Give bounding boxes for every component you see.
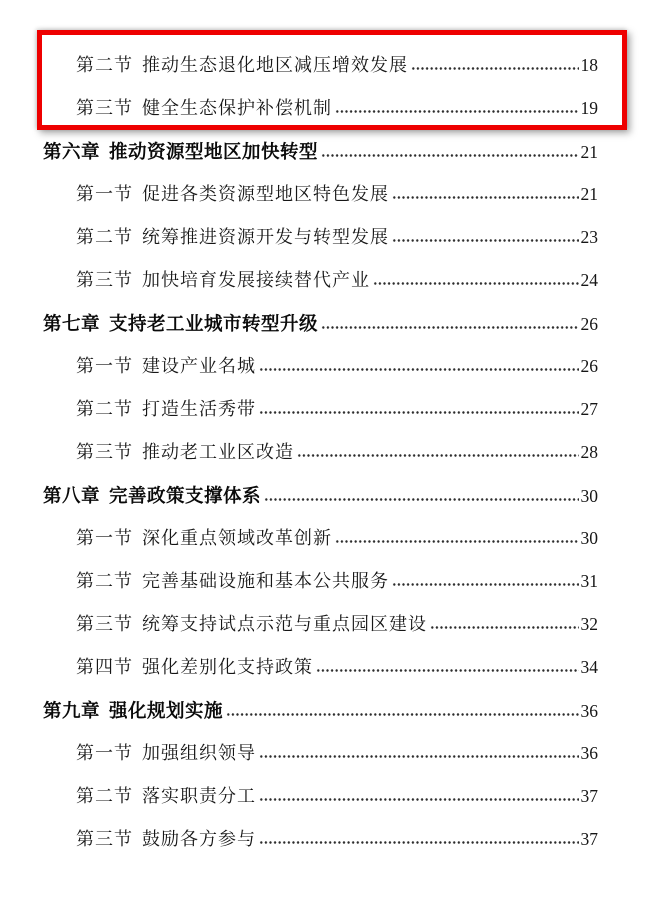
toc-entry-section (76, 775, 598, 818)
dot-leader-icon (411, 66, 579, 71)
toc-entry-section (76, 560, 598, 603)
toc-entry-number: 第三节 (76, 829, 133, 849)
toc-entry-number: 第二节 (76, 399, 133, 419)
toc-entry-section (76, 173, 598, 216)
toc-entry-number: 第二节 (76, 571, 133, 591)
toc-entry-page: 30 (580, 486, 598, 506)
toc-entry-number: 第九章 (43, 700, 101, 721)
toc-entry-title: 完善基础设施和基本公共服务 (142, 571, 389, 591)
toc-entry-title: 强化规划实施 (109, 700, 224, 721)
toc-entry-title: 强化差别化支持政策 (142, 657, 313, 677)
toc-entry-page: 32 (580, 614, 598, 634)
dot-leader-icon (259, 367, 579, 372)
toc-entry-number: 第三节 (76, 614, 133, 634)
toc-entry-number: 第三节 (76, 270, 133, 290)
toc-entry-chapter (43, 302, 598, 345)
toc-entry-number: 第一节 (76, 743, 133, 763)
toc-entry-section (76, 345, 598, 388)
toc-entry-title: 打造生活秀带 (142, 399, 256, 419)
dot-leader-icon (259, 797, 579, 802)
toc-entry-page: 27 (580, 399, 598, 419)
toc-entry-title: 完善政策支撑体系 (109, 485, 262, 506)
toc-entry-page: 36 (580, 743, 598, 763)
toc-entry-page: 21 (580, 184, 598, 204)
toc-entry-title: 统筹推进资源开发与转型发展 (142, 227, 389, 247)
dot-leader-icon (335, 109, 579, 114)
toc-entry-page: 37 (580, 786, 598, 806)
dot-leader-icon (259, 754, 579, 759)
dot-leader-icon (259, 410, 579, 415)
toc-entry-page: 30 (580, 528, 598, 548)
toc-entry-number: 第三节 (76, 98, 133, 118)
toc-entry-title: 建设产业名城 (142, 356, 256, 376)
dot-leader-icon (392, 582, 579, 587)
toc-entry-page: 23 (580, 227, 598, 247)
dot-leader-icon (316, 668, 579, 673)
toc-entry-page: 34 (580, 657, 598, 677)
toc-entry-title: 支持老工业城市转型升级 (109, 313, 319, 334)
toc-entry-number: 第一节 (76, 356, 133, 376)
dot-leader-icon (335, 539, 579, 544)
toc-entry-chapter (43, 689, 598, 732)
toc-entry-title: 鼓励各方参与 (142, 829, 256, 849)
toc-entry-section (76, 431, 598, 474)
dot-leader-icon (392, 195, 579, 200)
toc-entry-page: 28 (580, 442, 598, 462)
toc-entry-title: 推动资源型地区加快转型 (109, 141, 319, 162)
toc-entry-section (76, 646, 598, 689)
toc-entry-number: 第二节 (76, 227, 133, 247)
toc-entry-title: 统筹支持试点示范与重点园区建设 (142, 614, 427, 634)
toc-entry-number: 第二节 (76, 55, 133, 75)
toc-entry-section (76, 818, 598, 861)
dot-leader-icon (392, 238, 579, 243)
toc-entry-number: 第八章 (43, 485, 101, 506)
dot-leader-icon (430, 625, 579, 630)
toc-entry-title: 深化重点领域改革创新 (142, 528, 332, 548)
dot-leader-icon (373, 281, 579, 286)
dot-leader-icon (259, 840, 579, 845)
toc-entry-page: 21 (580, 142, 598, 162)
toc-entry-chapter (43, 130, 598, 173)
toc-entry-page: 26 (580, 314, 598, 334)
toc-entry-number: 第一节 (76, 184, 133, 204)
toc-entry-title: 落实职责分工 (142, 786, 256, 806)
toc-entry-number: 第七章 (43, 313, 101, 334)
dot-leader-icon (297, 453, 579, 458)
toc-entry-title: 促进各类资源型地区特色发展 (142, 184, 389, 204)
toc-entry-page: 18 (580, 55, 598, 75)
toc-entry-page: 31 (580, 571, 598, 591)
dot-leader-icon (321, 325, 578, 330)
toc-entry-section (76, 259, 598, 302)
toc-entry-title: 加快培育发展接续替代产业 (142, 270, 370, 290)
dot-leader-icon (226, 712, 578, 717)
toc-entry-title: 推动生态退化地区减压增效发展 (142, 55, 408, 75)
toc-entry-section (76, 388, 598, 431)
toc-entry-page: 19 (580, 98, 598, 118)
toc-entry-section (76, 517, 598, 560)
toc-entry-section (76, 216, 598, 259)
dot-leader-icon (321, 153, 578, 158)
toc-entry-number: 第二节 (76, 786, 133, 806)
toc-entry-section (76, 732, 598, 775)
toc-entry-number: 第六章 (43, 141, 101, 162)
toc-entry-number: 第一节 (76, 528, 133, 548)
toc-entry-page: 24 (580, 270, 598, 290)
toc-entry-number: 第四节 (76, 657, 133, 677)
toc-entry-section (76, 87, 598, 130)
dot-leader-icon (264, 497, 578, 502)
toc-entry-page: 26 (580, 356, 598, 376)
toc-entry-section (76, 44, 598, 87)
toc-entry-title: 健全生态保护补偿机制 (142, 98, 332, 118)
toc-entry-chapter (43, 474, 598, 517)
toc-entry-title: 推动老工业区改造 (142, 442, 294, 462)
toc-entry-page: 37 (580, 829, 598, 849)
toc-entry-title: 加强组织领导 (142, 743, 256, 763)
toc-entry-page: 36 (580, 701, 598, 721)
toc-entry-section (76, 603, 598, 646)
toc-entry-number: 第三节 (76, 442, 133, 462)
